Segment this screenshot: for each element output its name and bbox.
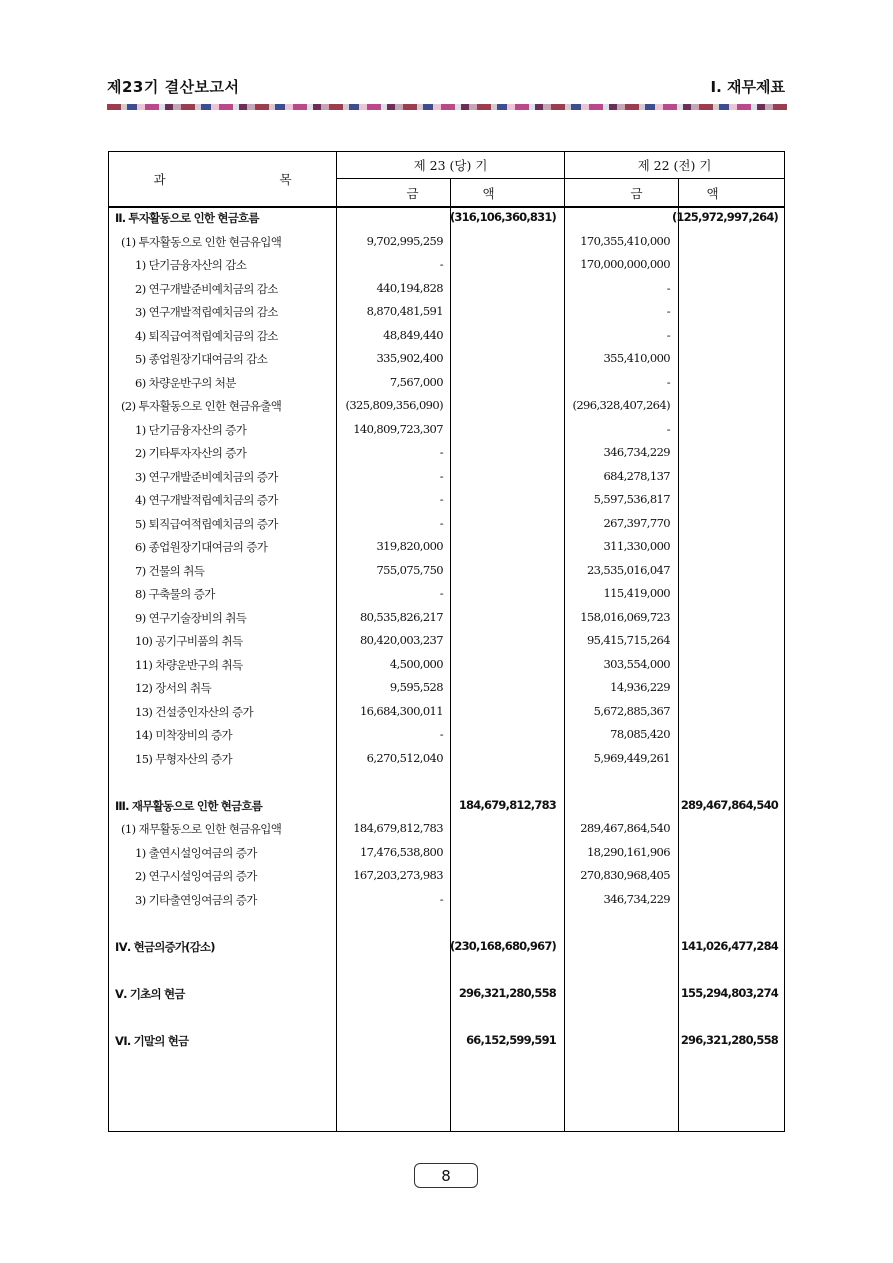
table-row [109, 748, 784, 772]
row-label: 9) 연구기술장비의 취득 [135, 610, 247, 625]
table-row [109, 301, 784, 325]
table-row [109, 654, 784, 678]
row-label: 3) 기타출연잉여금의 증가 [135, 892, 257, 907]
current-total-amount: (230,168,680,967) [449, 938, 556, 953]
row-label: 3) 연구개발준비예치금의 증가 [135, 469, 278, 484]
table-row [109, 325, 784, 349]
row-label: 13) 건설중인자산의 증가 [135, 704, 254, 719]
row-label: Ⅴ. 기초의 현금 [115, 986, 185, 1001]
table-row [109, 231, 784, 255]
current-detail-amount: 167,203,273,983 [353, 868, 443, 882]
table-row [109, 442, 784, 466]
row-label: 2) 연구시설잉여금의 증가 [135, 869, 257, 883]
table-row [109, 936, 784, 960]
current-detail-amount: 319,820,000 [376, 539, 443, 553]
previous-detail-amount: 303,554,000 [603, 656, 670, 671]
table-row [109, 489, 784, 513]
table-row [109, 254, 784, 278]
table-row [109, 1006, 784, 1030]
current-detail-amount: 140,809,723,307 [353, 421, 443, 436]
table-row [109, 466, 784, 490]
previous-detail-amount: 5,597,536,817 [593, 492, 670, 506]
current-detail-amount: 7,567,000 [389, 374, 443, 389]
current-detail-amount: 16,684,300,011 [359, 703, 443, 718]
current-detail-amount: 48,849,440 [383, 327, 443, 342]
table-row [109, 583, 784, 607]
section-title: Ⅰ. 재무제표 [710, 78, 785, 96]
previous-total-amount: 296,321,280,558 [680, 1032, 778, 1047]
previous-detail-amount: 684,278,137 [603, 468, 670, 483]
current-detail-amount: 755,075,750 [376, 562, 443, 577]
row-label: 1) 단기금융자산의 감소 [135, 258, 247, 272]
header-current-period [337, 152, 564, 178]
table-row [109, 701, 784, 725]
row-label: (1) 재무활동으로 인한 현금유입액 [121, 822, 282, 836]
table-row [109, 419, 784, 443]
current-detail-amount: 9,702,995,259 [366, 233, 443, 248]
previous-detail-amount: 5,969,449,261 [593, 750, 670, 765]
previous-detail-amount: 170,000,000,000 [580, 257, 670, 271]
table-row [109, 865, 784, 889]
current-detail-amount: 184,679,812,783 [353, 821, 443, 835]
amount-label: 금 액 [630, 185, 719, 201]
row-label: 4) 연구개발적립예치금의 증가 [135, 493, 278, 507]
table-row [109, 677, 784, 701]
header-current-label: 제 23 (당) 기 [413, 158, 488, 173]
row-label: 1) 단기금융자산의 증가 [135, 422, 247, 437]
row-label: 3) 연구개발적립예치금의 감소 [135, 305, 278, 319]
previous-detail-amount: 23,535,016,047 [586, 562, 670, 577]
table-row [109, 630, 784, 654]
current-detail-amount: 335,902,400 [376, 351, 443, 365]
table-row [109, 348, 784, 372]
table-row [109, 724, 784, 748]
table-row [109, 513, 784, 537]
page-number-label: 8 [441, 1166, 451, 1185]
current-detail-amount: - [439, 445, 443, 459]
current-detail-amount: 440,194,828 [376, 280, 443, 295]
row-label: (1) 투자활동으로 인한 현금유입액 [121, 234, 282, 249]
previous-detail-amount: 78,085,420 [610, 727, 670, 741]
previous-detail-amount: 267,397,770 [603, 515, 670, 530]
row-label: 1) 출연시설잉여금의 증가 [135, 845, 257, 860]
previous-detail-amount: - [666, 304, 670, 318]
row-label: 7) 건물의 취득 [135, 563, 205, 578]
row-label: 8) 구축물의 증가 [135, 587, 215, 601]
header-previous-period [565, 152, 784, 178]
row-label: 2) 기타투자자산의 증가 [135, 446, 247, 460]
row-label: 14) 미착장비의 증가 [135, 728, 232, 742]
previous-detail-amount: - [666, 327, 670, 342]
page-number [414, 1163, 478, 1188]
current-detail-amount: - [439, 468, 443, 483]
previous-detail-amount: 311,330,000 [603, 539, 670, 553]
current-detail-amount: 6,270,512,040 [366, 750, 443, 765]
previous-detail-amount: - [666, 421, 670, 436]
previous-total-amount: 155,294,803,274 [680, 985, 778, 1000]
previous-detail-amount: 95,415,715,264 [586, 633, 670, 647]
previous-detail-amount: 346,734,229 [603, 891, 670, 906]
table-row [109, 818, 784, 842]
previous-detail-amount: - [666, 280, 670, 295]
row-label: Ⅵ. 기말의 현금 [115, 1033, 189, 1048]
table-row [109, 771, 784, 795]
previous-detail-amount: 289,467,864,540 [580, 821, 670, 835]
previous-detail-amount: 18,290,161,906 [586, 844, 670, 859]
table-row [109, 607, 784, 631]
header-current-amount [337, 179, 564, 206]
current-detail-amount: - [439, 492, 443, 506]
current-detail-amount: - [439, 727, 443, 741]
table-row [109, 842, 784, 866]
header-subject-label: 과 목 [153, 172, 292, 187]
current-detail-amount: 8,870,481,591 [366, 304, 443, 318]
amount-label: 금 액 [406, 185, 495, 201]
header-previous-amount [565, 179, 784, 206]
table-row [109, 983, 784, 1007]
current-detail-amount: - [439, 586, 443, 600]
previous-detail-amount: 270,830,968,405 [580, 868, 670, 882]
current-total-amount: 296,321,280,558 [458, 985, 556, 1000]
row-label: (2) 투자활동으로 인한 현금유출액 [121, 399, 282, 413]
report-title: 제23기 결산보고서 [107, 78, 240, 96]
header-previous-label: 제 22 (전) 기 [637, 158, 712, 173]
previous-detail-amount: 346,734,229 [603, 445, 670, 459]
cash-flow-table [108, 151, 785, 1132]
row-label: 6) 차량운반구의 처분 [135, 375, 236, 390]
current-total-amount: (316,106,360,831) [449, 210, 556, 224]
table-row [109, 372, 784, 396]
table-row [109, 959, 784, 983]
previous-total-amount: 289,467,864,540 [680, 797, 778, 812]
row-label: 11) 차량운반구의 취득 [135, 657, 243, 672]
row-label: 10) 공기구비품의 취득 [135, 634, 243, 648]
table-row [109, 536, 784, 560]
table-row [109, 395, 784, 419]
header-subject [109, 152, 336, 206]
current-detail-amount: (325,809,356,090) [345, 398, 443, 412]
row-label: 15) 무형자산의 증가 [135, 751, 232, 766]
previous-detail-amount: 5,672,885,367 [593, 703, 670, 718]
current-detail-amount: - [439, 257, 443, 271]
previous-detail-amount: 355,410,000 [603, 351, 670, 365]
row-label: Ⅳ. 현금의증가(감소) [115, 939, 215, 954]
decorative-color-bar [107, 104, 787, 110]
table-row [109, 912, 784, 936]
row-label: Ⅲ. 재무활동으로 인한 현금흐름 [115, 798, 262, 813]
table-row [109, 560, 784, 584]
row-label: 5) 퇴직급여적립예치금의 증가 [135, 516, 278, 531]
current-detail-amount: 80,535,826,217 [359, 609, 443, 624]
table-row [109, 889, 784, 913]
table-row [109, 207, 784, 231]
current-detail-amount: 17,476,538,800 [359, 844, 443, 859]
current-total-amount: 66,152,599,591 [466, 1032, 556, 1047]
row-label: 6) 종업원장기대여금의 증가 [135, 540, 268, 554]
previous-detail-amount: 14,936,229 [610, 680, 670, 694]
row-label: 4) 퇴직급여적립예치금의 감소 [135, 328, 278, 343]
previous-detail-amount: 158,016,069,723 [580, 609, 670, 624]
previous-detail-amount: (296,328,407,264) [572, 398, 670, 412]
current-detail-amount: - [439, 891, 443, 906]
table-row [109, 278, 784, 302]
previous-detail-amount: 115,419,000 [603, 586, 670, 600]
previous-detail-amount: 170,355,410,000 [580, 233, 670, 248]
current-detail-amount: 9,595,528 [389, 680, 443, 694]
row-label: 12) 장서의 취득 [135, 681, 211, 695]
previous-total-amount: (125,972,997,264) [671, 210, 778, 224]
current-total-amount: 184,679,812,783 [458, 797, 556, 812]
row-label: 5) 종업원장기대여금의 감소 [135, 352, 268, 366]
previous-detail-amount: - [666, 374, 670, 389]
table-row [109, 1030, 784, 1054]
row-label: 2) 연구개발준비예치금의 감소 [135, 281, 278, 296]
table-row [109, 795, 784, 819]
current-detail-amount: 80,420,003,237 [359, 633, 443, 647]
row-label: Ⅱ. 투자활동으로 인한 현금흐름 [115, 211, 259, 225]
current-detail-amount: 4,500,000 [389, 656, 443, 671]
current-detail-amount: - [439, 515, 443, 530]
previous-total-amount: 141,026,477,284 [680, 938, 778, 953]
